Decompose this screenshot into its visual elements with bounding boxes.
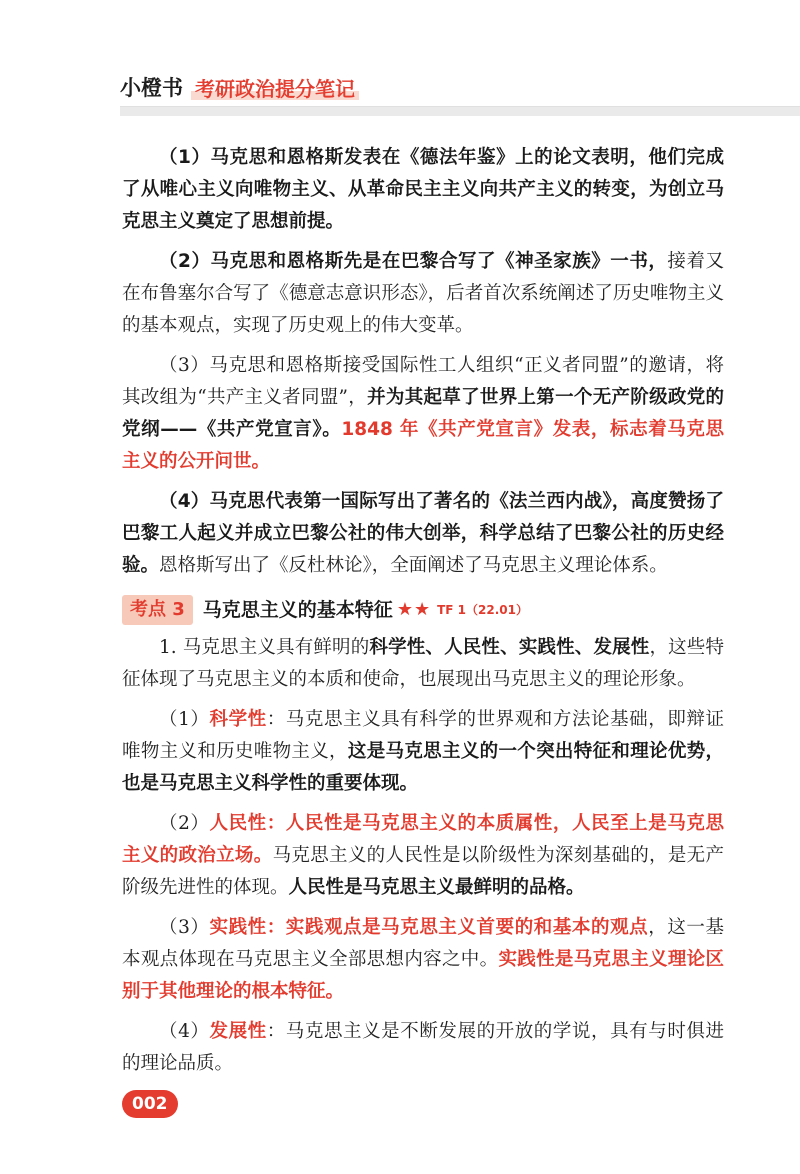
- page-number: 002: [122, 1090, 178, 1118]
- body-text: ，这一基本观点体现在马克思主义全部思想内容之中。: [122, 917, 724, 970]
- paragraph-2: [122, 246, 724, 342]
- bold-text: 科学性、人民性、实践性、发展性: [369, 637, 650, 658]
- importance-stars: ★★: [396, 599, 432, 620]
- section-title: 马克思主义的基本特征: [202, 599, 393, 621]
- section-heading: [122, 594, 724, 626]
- body-text: ：马克思主义是不断发展的开放的学说，具有与时俱进的理论品质。: [122, 1021, 724, 1074]
- body-text: 恩格斯写出了《反杜林论》，全面阐述了马克思主义理论体系。: [159, 555, 668, 576]
- highlight-text: 实践性：实践观点是马克思主义首要的和基本的观点: [209, 917, 649, 938]
- body-text: （1）: [159, 709, 210, 730]
- body-text: （3）马克思和恩格斯接受国际性工人组织“正义者同盟”的邀请，将其改组为“共产主义者同盟”，: [122, 355, 724, 408]
- page-content: [122, 142, 724, 1088]
- body-text: ：马克思主义具有科学的世界观和方法论基础，即辩证唯物主义和历史唯物主义，: [122, 709, 724, 762]
- feature-practice: [122, 912, 724, 1008]
- highlight-text: 发展性: [209, 1021, 267, 1042]
- body-text: 马克思主义的人民性是以阶级性为深刻基础的，是无产阶级先进性的体现。: [122, 845, 724, 898]
- feature-scientific: [122, 704, 724, 800]
- highlight-text: 1848 年《共产党宣言》发表，标志着马克思主义的公开问世。: [122, 419, 724, 472]
- paragraph-4: [122, 486, 724, 582]
- bold-text: （4）马克思代表第一国际写出了著名的《法兰西内战》，高度赞扬了巴黎工人起义并成立巴黎公社的伟大创举，科学总结了巴黎公社的历史经验。: [122, 491, 724, 576]
- highlight-text: 实践性是马克思主义理论区别于其他理论的根本特征。: [122, 949, 724, 1002]
- body-text: （4）: [159, 1021, 210, 1042]
- bold-text: （2）马克思和恩格斯先是在巴黎合写了《神圣家族》一书，: [159, 251, 668, 272]
- feature-development: [122, 1016, 724, 1080]
- bold-text: 这是马克思主义的一个突出特征和理论优势，也是马克思主义科学性的重要体现。: [122, 741, 724, 794]
- page-header: [120, 72, 359, 102]
- bold-text: （1）马克思和恩格斯发表在《德法年鉴》上的论文表明，他们完成了从唯心主义向唯物主义、从革命民主主义向共产主义的转变，为创立马克思主义奠定了思想前提。: [122, 147, 724, 232]
- section-intro: [122, 632, 724, 696]
- highlight-text: 人民性：人民性是马克思主义的本质属性，人民至上是马克思主义的政治立场。: [122, 813, 724, 866]
- paragraph-3: [122, 350, 724, 478]
- bold-text: 并为其起草了世界上第一个无产阶级政党的党纲——《共产党宣言》。: [122, 387, 724, 440]
- kaodian-badge: 考点 3: [122, 595, 193, 625]
- feature-people: [122, 808, 724, 904]
- brand-name: 小橙书: [120, 76, 183, 100]
- bold-text: 人民性是马克思主义最鲜明的品格。: [288, 877, 585, 898]
- header-rule: [120, 106, 800, 116]
- body-text: （2）: [159, 813, 210, 834]
- body-text: ，这些特征体现了马克思主义的本质和使命，也展现出马克思主义的理论形象。: [122, 637, 724, 690]
- paragraph-1: [122, 142, 724, 238]
- body-text: 1. 马克思主义具有鲜明的: [159, 637, 370, 658]
- highlight-text: 科学性: [209, 709, 267, 730]
- body-text: 接着又在布鲁塞尔合写了《德意志意识形态》，后者首次系统阐述了历史唯物主义的基本观点，实现了历史观上的伟大变革。: [122, 251, 724, 336]
- body-text: （3）: [159, 917, 210, 938]
- series-title: 考研政治提分笔记: [191, 73, 359, 102]
- exam-frequency-tag: TF 1（22.01）: [437, 603, 528, 617]
